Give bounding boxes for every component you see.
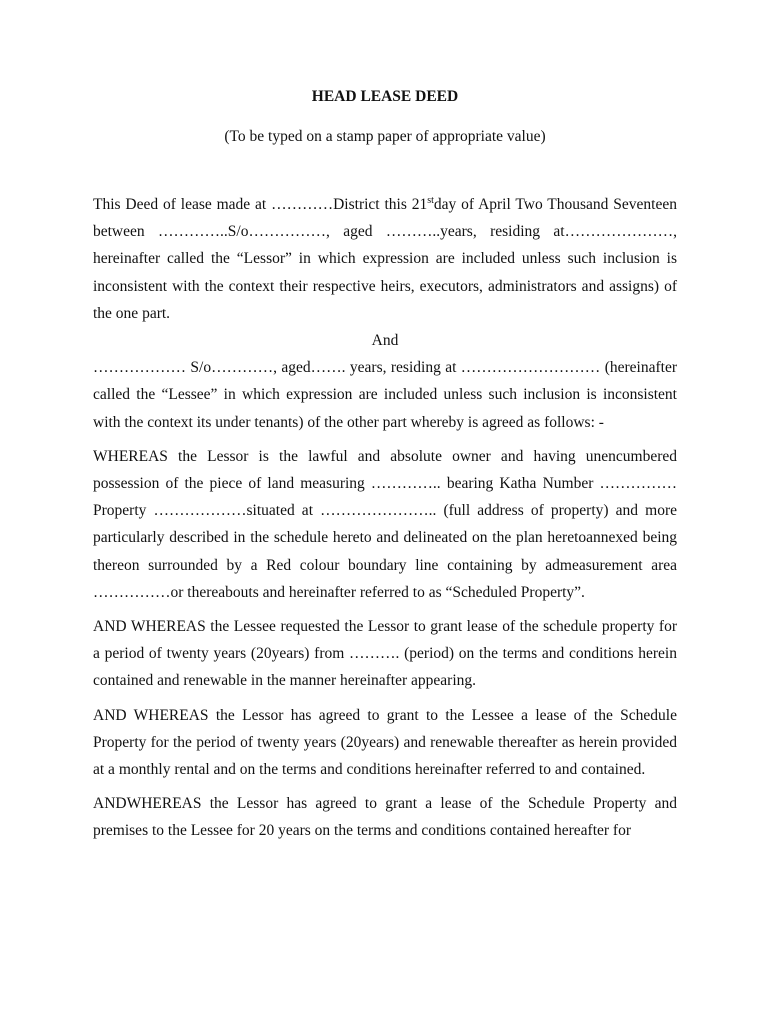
document-subtitle: (To be typed on a stamp paper of appropriate value) — [224, 128, 546, 145]
paragraph-whereas-request: AND WHEREAS the Lessee requested the Lessor to grant lease of the schedule property for a period of twenty years (20years) from ………. (period) on the terms and conditions herein contained and renewable in the manner hereinafter appearing. — [93, 618, 677, 690]
paragraph-whereas-agreed: AND WHEREAS the Lessor has agreed to grant to the Lessee a lease of the Schedule Property for the period of twenty years (20years) and renewable thereafter as herein provided at a monthly rental and on the terms and conditions hereinafter referred to and contained. — [93, 706, 677, 779]
paragraph-text: This Deed of lease made at …………District this 21 — [93, 196, 428, 213]
paragraph-parties-lessor — [93, 191, 677, 327]
ordinal-suffix: st — [427, 195, 434, 206]
document-body — [93, 191, 677, 845]
and-label: And — [371, 332, 399, 350]
paragraph-parties-lessee: ……………… S/o…………, aged……. years, residing at ……………………… (hereinafter called the “Lessee” in which expression are included unless such inclusion is inconsistent with the context its under tenants) of the other part whereby is agreed as follows: - — [93, 359, 677, 431]
paragraph-whereas-owner: WHEREAS the Lessor is the lawful and absolute owner and having unencumbered possession of the piece of land measuring ………….. bearing Katha Number ……………Property ………………situated at ………………….. (full address of property) and more particularly described in the schedule hereto and delineated on the plan heretoannexed being thereon surrounded by a Red colour boundary line containing by admeasurement area ……………or thereabouts and hereinafter referred to as “Scheduled Property”. — [93, 447, 677, 601]
paragraph-text: day of April Two Thousand Seventeen between …………..S/o……………, aged ………..years, residing at…………………, hereinafter called the “Lessor” in which expression are included unless such inclusion is inconsistent with the context their respective heirs, executors, administrators and assigns) of the one part. — [93, 196, 677, 322]
document-title: HEAD LEASE DEED — [311, 88, 459, 105]
paragraph-whereas-grant: ANDWHEREAS the Lessor has agreed to grant a lease of the Schedule Property and premises to the Lessee for 20 years on the terms and conditions contained hereafter for — [93, 795, 677, 840]
